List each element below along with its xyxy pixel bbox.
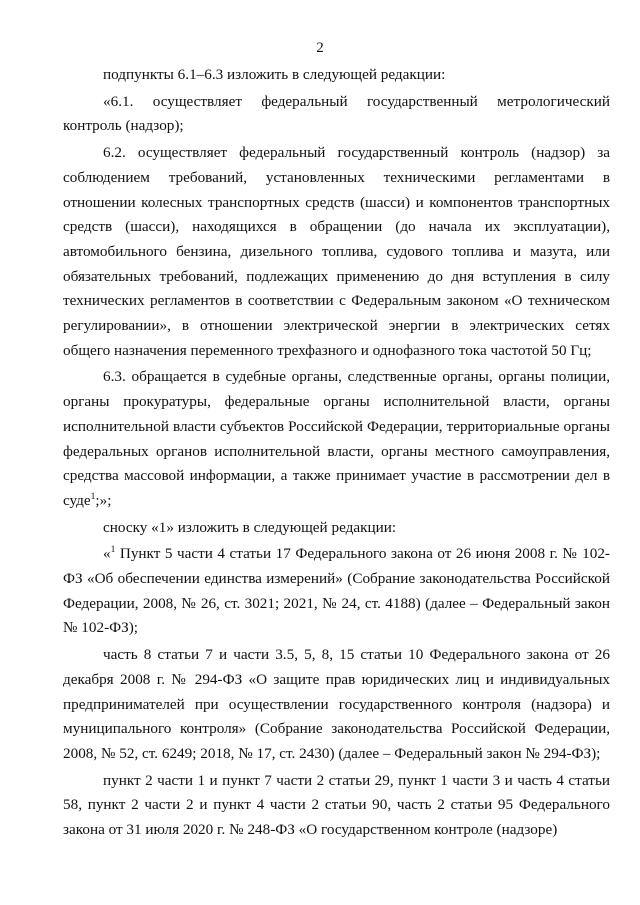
- amendment-intro: подпункты 6.1–6.3 изложить в следующей редакции:: [103, 66, 446, 83]
- footnote-intro: сноску «1» изложить в следующей редакции:: [103, 518, 397, 536]
- subpoint-6-1: «6.1. осуществляет федеральный государственный метрологический контроль (надзор);: [63, 92, 610, 135]
- subpoint-6-3-text: 6.3. обращается в судебные органы, следственные органы, органы полиции, органы прокуратуры, федеральные органы исполнительной власти, органы исполнительной власти субъектов Российской Федерации, территориальные органы федеральных органов исполнительной власти, органы местного самоуправления, средства массовой информации, а также принимает участие в рассмотрении дел в суде: [63, 368, 610, 509]
- footnote-1-para-2: часть 8 статьи 7 и части 3.5, 5, 8, 15 статьи 10 Федерального закона от 26 декабря 2008 г. № 294-ФЗ «О защите прав юридических лиц и индивидуальных предпринимателей при осуществлении государственного контроля (надзора) и муниципального контроля» (Собрание законодательства Российской Федерации, 2008, № 52, ст. 6249; 2018, № 17, ст. 2430) (далее – Федеральный закон № 294-ФЗ);: [63, 646, 610, 762]
- footnote-1-para-3: пункт 2 части 1 и пункт 7 части 2 статьи 29, пункт 1 части 3 и часть 4 статьи 58, пункт 2 части 2 и пункт 4 части 2 статьи 90, часть 2 статьи 95 Федерального закона от 31 июля 2020 г. № 248-ФЗ «О государственном контроле (надзоре): [63, 771, 610, 839]
- page-number: 2: [316, 40, 324, 56]
- footnote-lead-quote: «: [103, 545, 111, 563]
- footnote-marker-1: 1: [110, 545, 116, 556]
- footnote-1-text: Пункт 5 части 4 статьи 17 Федерального закона от 26 июня 2008 г. № 102-ФЗ «Об обеспечении единства измерений» (Собрание законодательства Российской Федерации, 2008, № 26, ст. 3021; 2021, № 24, ст. 4188) (далее – Федеральный закон № 102-ФЗ);: [63, 545, 610, 637]
- document-body: [63, 63, 610, 843]
- subpoint-6-3-tail: ;»;: [95, 491, 112, 509]
- subpoint-6-3: [63, 365, 610, 513]
- footnote-1-para-1: [63, 542, 610, 641]
- footnote-ref-1: 1: [90, 491, 96, 502]
- subpoint-6-2: 6.2. осуществляет федеральный государственный контроль (надзор) за соблюдением требований, установленных техническими регламентами в отношении колесных транспортных средств (шасси) и компонентов транспортных средств (шасси), находящихся в обращении (до начала их эксплуатации), автомобильного бензина, дизельного топлива, судового топлива и мазута, или обязательных требований, подлежащих применению до дня вступления в силу технических регламентов в соответствии с Федеральным законом «О техническом регулировании», в отношении электрической энергии в электрических сетях общего назначения переменного трехфазного и однофазного тока частотой 50 Гц;: [63, 144, 610, 359]
